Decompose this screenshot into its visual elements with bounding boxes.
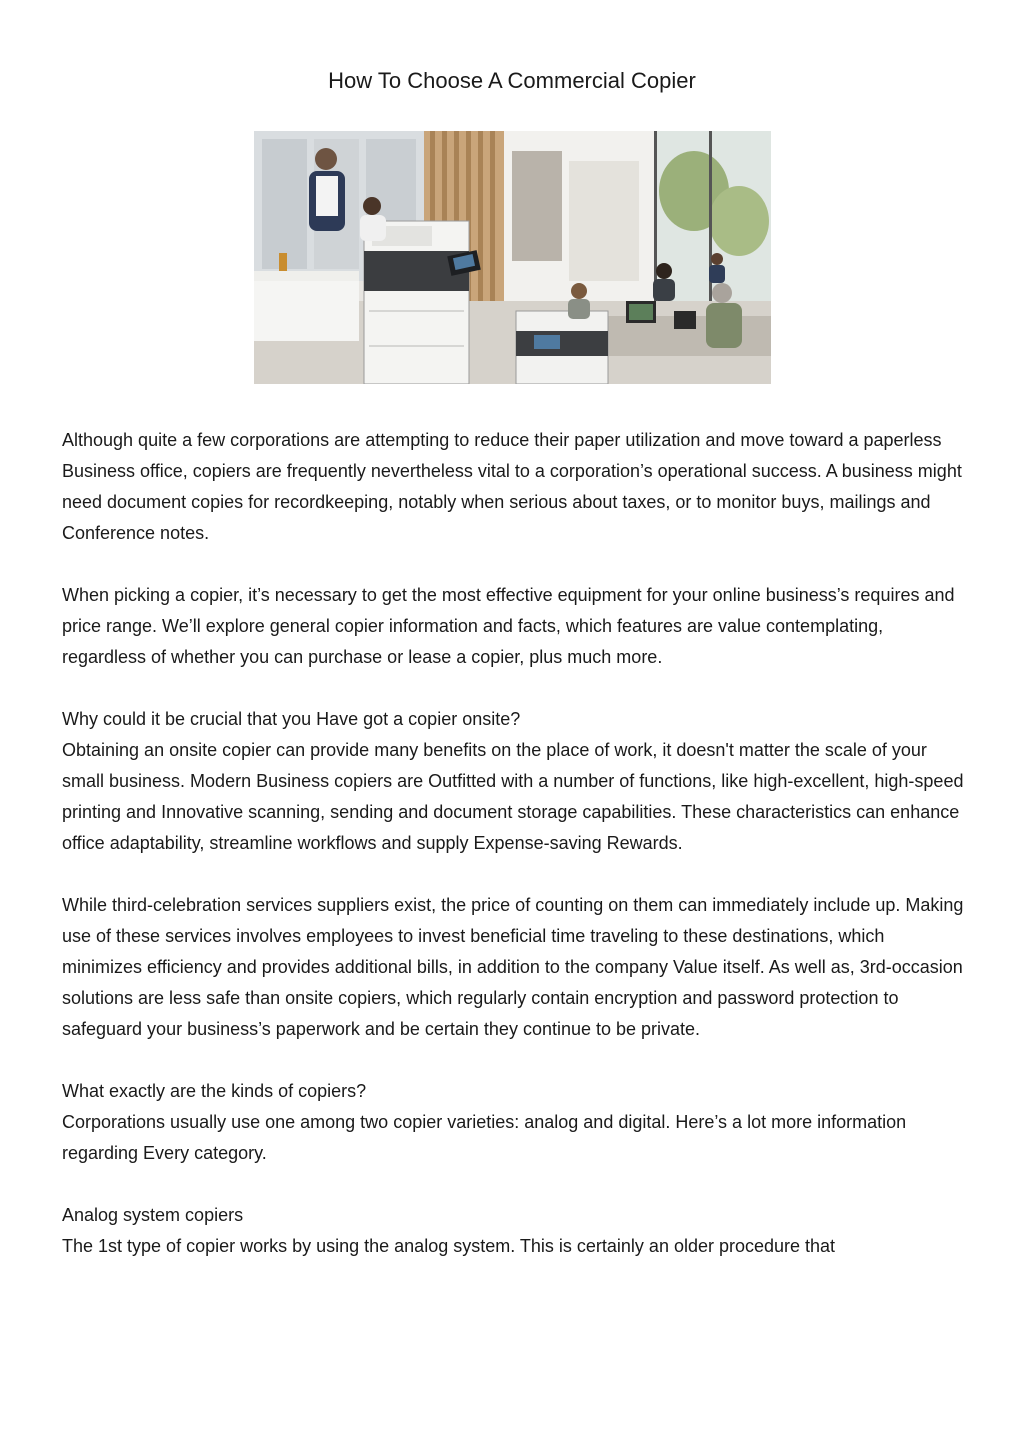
paragraph-third-party: While third-celebration services suppliers exist, the price of counting on them can immediately include up. Making use of these services involves employees to invest beneficial time traveling to these destinations, which minimizes efficiency and provides additional bills, in addition to the company Value itself. As well as, 3rd-occasion solutions are less safe than onsite copiers, which regularly contain encryption and password protection to safeguard your business’s paperwork and be certain they continue to be private.	[62, 895, 964, 1039]
section-heading-onsite: Why could it be crucial that you Have got a copier onsite?	[62, 709, 521, 729]
article-body	[62, 425, 967, 1262]
paragraph-onsite-benefits: Obtaining an onsite copier can provide many benefits on the place of work, it doesn't matter the scale of your small business. Modern Business copiers are Outfitted with a number of functions, like high-excellent, high-speed printing and Innovative scanning, sending and document storage capabilities. These characteristics can enhance office adaptability, streamline workflows and supply Expense-saving Rewards.	[62, 740, 964, 853]
paragraph-choosing: When picking a copier, it’s necessary to get the most effective equipment for your online business’s requires and price range. We’ll explore general copier information and facts, which features are value contemplating, regardless of whether you can purchase or lease a copier, plus much more.	[62, 585, 955, 667]
paragraph-analog: The 1st type of copier works by using the analog system. This is certainly an older procedure that	[62, 1236, 836, 1256]
section-heading-analog: Analog system copiers	[62, 1205, 244, 1225]
paragraph-intro: Although quite a few corporations are attempting to reduce their paper utilization and move toward a paperless Business office, copiers are frequently nevertheless vital to a corporation’s operational success. A business might need document copies for recordkeeping, notably when serious about taxes, or to monitor buys, mailings and Conference notes.	[62, 430, 962, 543]
section-heading-kinds: What exactly are the kinds of copiers?	[62, 1081, 367, 1101]
office-copier-photo	[254, 131, 771, 384]
paragraph-kinds: Corporations usually use one among two copier varieties: analog and digital. Here’s a lot more information regarding Every category.	[62, 1112, 907, 1163]
page-title: How To Choose A Commercial Copier	[328, 68, 696, 93]
